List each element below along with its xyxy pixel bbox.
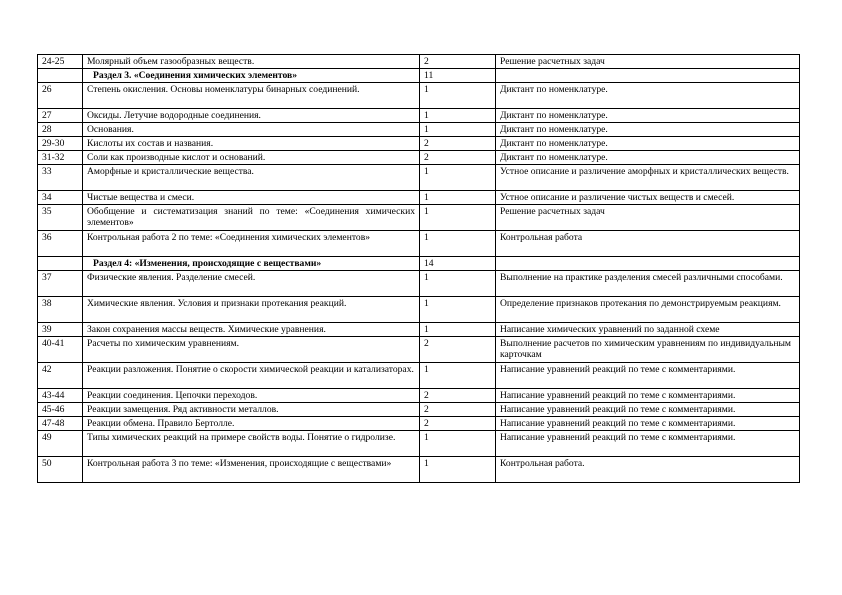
table-row [38,55,800,69]
lesson-topic-cell: Обобщение и систематизация знаний по теме: «Соединения химических элементов» [83,205,420,231]
control-form-cell: Выполнение на практике разделения смесей различными способами. [496,271,800,297]
lesson-number-cell: 28 [38,123,83,137]
table-row [38,323,800,337]
lesson-number-cell: 34 [38,191,83,205]
hours-cell: 1 [420,109,496,123]
lesson-topic-cell: Соли как производные кислот и оснований. [83,151,420,165]
lesson-plan-table [37,54,800,483]
lesson-number-cell: 47-48 [38,417,83,431]
hours-cell: 2 [420,389,496,403]
control-form-cell: Диктант по номенклатуре. [496,151,800,165]
lesson-number-cell: 39 [38,323,83,337]
lesson-topic-cell: Молярный объем газообразных веществ. [83,55,420,69]
lesson-topic-cell: Реакции соединения. Цепочки переходов. [83,389,420,403]
section-title-cell: Раздел 4: «Изменения, происходящие с веществами» [83,257,420,271]
table-row [38,297,800,323]
hours-cell: 1 [420,323,496,337]
lesson-number-cell: 35 [38,205,83,231]
lesson-topic-cell: Химические явления. Условия и признаки протекания реакций. [83,297,420,323]
control-form-cell [496,257,800,271]
lesson-number-cell [38,257,83,271]
hours-cell: 2 [420,417,496,431]
hours-cell: 1 [420,231,496,257]
section-title-cell: Раздел 3. «Соединения химических элементов» [83,69,420,83]
table-row [38,137,800,151]
lesson-topic-cell: Физические явления. Разделение смесей. [83,271,420,297]
lesson-topic-cell: Оксиды. Летучие водородные соединения. [83,109,420,123]
hours-cell: 2 [420,337,496,363]
hours-cell: 1 [420,363,496,389]
lesson-topic-cell: Контрольная работа 3 по теме: «Изменения, происходящие с веществами» [83,457,420,483]
control-form-cell [496,69,800,83]
hours-cell: 1 [420,191,496,205]
hours-cell: 1 [420,431,496,457]
control-form-cell: Написание химических уравнений по заданной схеме [496,323,800,337]
hours-cell: 1 [420,271,496,297]
table-row [38,191,800,205]
table-row [38,231,800,257]
lesson-topic-cell: Кислоты их состав и названия. [83,137,420,151]
lesson-number-cell: 38 [38,297,83,323]
lesson-number-cell: 31-32 [38,151,83,165]
hours-cell: 2 [420,403,496,417]
control-form-cell: Написание уравнений реакций по теме с комментариями. [496,431,800,457]
hours-cell: 1 [420,297,496,323]
table-row [38,403,800,417]
hours-cell: 1 [420,205,496,231]
table-row [38,83,800,109]
hours-cell: 2 [420,137,496,151]
lesson-number-cell: 40-41 [38,337,83,363]
lesson-number-cell [38,69,83,83]
table-row [38,123,800,137]
hours-cell: 14 [420,257,496,271]
control-form-cell: Решение расчетных задач [496,55,800,69]
control-form-cell: Диктант по номенклатуре. [496,109,800,123]
table-row [38,431,800,457]
control-form-cell: Контрольная работа [496,231,800,257]
table-row [38,205,800,231]
control-form-cell: Контрольная работа. [496,457,800,483]
lesson-topic-cell: Расчеты по химическим уравнениям. [83,337,420,363]
hours-cell: 11 [420,69,496,83]
table-row [38,151,800,165]
control-form-cell: Написание уравнений реакций по теме с комментариями. [496,417,800,431]
hours-cell: 1 [420,83,496,109]
control-form-cell: Диктант по номенклатуре. [496,83,800,109]
hours-cell: 2 [420,151,496,165]
lesson-topic-cell: Контрольная работа 2 по теме: «Соединения химических элементов» [83,231,420,257]
lesson-number-cell: 24-25 [38,55,83,69]
control-form-cell: Устное описание и различение аморфных и кристаллических веществ. [496,165,800,191]
lesson-topic-cell: Основания. [83,123,420,137]
control-form-cell: Написание уравнений реакций по теме с комментариями. [496,403,800,417]
lesson-number-cell: 36 [38,231,83,257]
control-form-cell: Диктант по номенклатуре. [496,123,800,137]
lesson-topic-cell: Чистые вещества и смеси. [83,191,420,205]
hours-cell: 1 [420,123,496,137]
control-form-cell: Выполнение расчетов по химическим уравнениям по индивидуальным карточкам [496,337,800,363]
table-row [38,457,800,483]
lesson-number-cell: 33 [38,165,83,191]
lesson-topic-cell: Типы химических реакций на примере свойств воды. Понятие о гидролизе. [83,431,420,457]
hours-cell: 2 [420,55,496,69]
table-row [38,389,800,403]
hours-cell: 1 [420,165,496,191]
lesson-number-cell: 42 [38,363,83,389]
lesson-topic-cell: Степень окисления. Основы номенклатуры бинарных соединений. [83,83,420,109]
control-form-cell: Диктант по номенклатуре. [496,137,800,151]
table-row [38,165,800,191]
lesson-topic-cell: Реакции обмена. Правило Бертолле. [83,417,420,431]
lesson-topic-cell: Реакции замещения. Ряд активности металлов. [83,403,420,417]
table-row [38,363,800,389]
lesson-number-cell: 43-44 [38,389,83,403]
section-header-row [38,69,800,83]
lesson-topic-cell: Реакции разложения. Понятие о скорости химической реакции и катализаторах. [83,363,420,389]
section-header-row [38,257,800,271]
control-form-cell: Определение признаков протекания по демонстрируемым реакциям. [496,297,800,323]
lesson-number-cell: 26 [38,83,83,109]
lesson-number-cell: 29-30 [38,137,83,151]
control-form-cell: Написание уравнений реакций по теме с комментариями. [496,389,800,403]
lesson-plan-body [38,55,800,483]
control-form-cell: Написание уравнений реакций по теме с комментариями. [496,363,800,389]
lesson-number-cell: 50 [38,457,83,483]
lesson-topic-cell: Аморфные и кристаллические вещества. [83,165,420,191]
table-row [38,417,800,431]
control-form-cell: Решение расчетных задач [496,205,800,231]
lesson-number-cell: 45-46 [38,403,83,417]
table-row [38,337,800,363]
lesson-number-cell: 49 [38,431,83,457]
control-form-cell: Устное описание и различение чистых веществ и смесей. [496,191,800,205]
lesson-number-cell: 37 [38,271,83,297]
table-row [38,271,800,297]
hours-cell: 1 [420,457,496,483]
lesson-number-cell: 27 [38,109,83,123]
table-row [38,109,800,123]
lesson-topic-cell: Закон сохранения массы веществ. Химические уравнения. [83,323,420,337]
